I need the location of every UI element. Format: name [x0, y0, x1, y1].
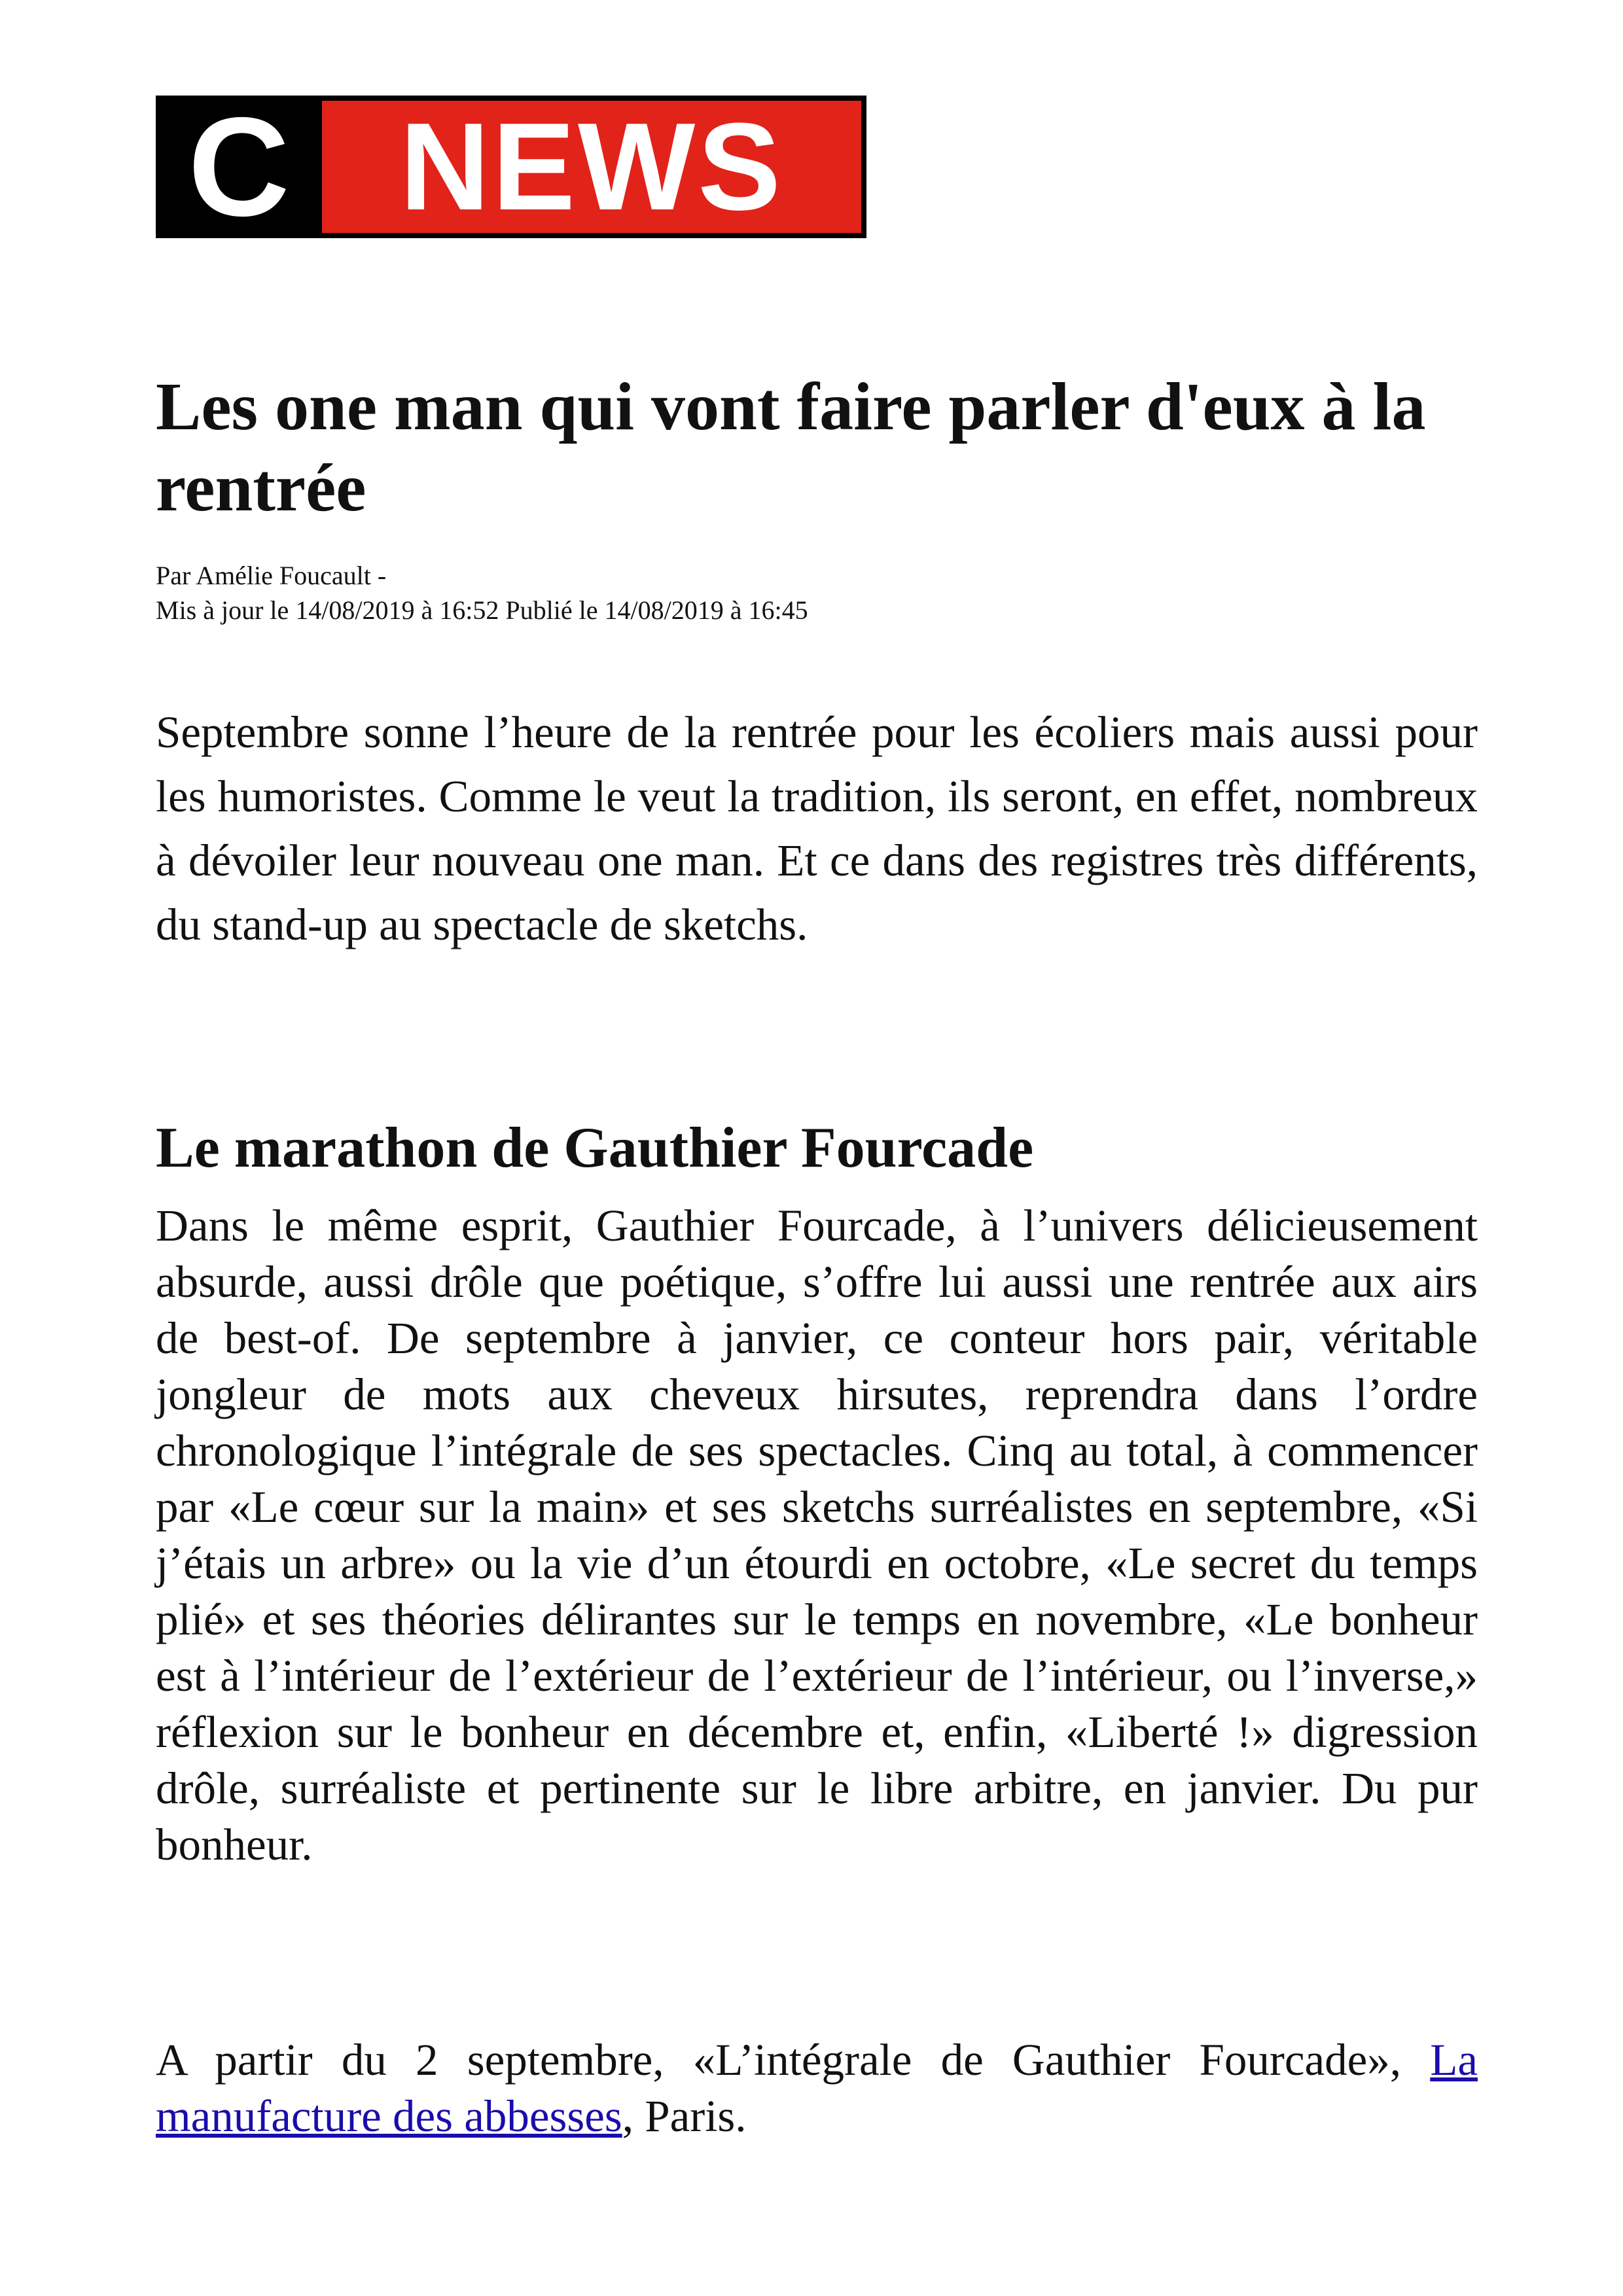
footer-prefix: A partir du 2 septembre, «L’intégrale de Gauthier Fourcade», — [156, 2035, 1402, 2085]
cnews-logo — [156, 88, 866, 245]
article-dates: Mis à jour le 14/08/2019 à 16:52 Publié le 14/08/2019 à 16:45 — [156, 595, 808, 625]
article-lead: Septembre sonne l’heure de la rentrée pour les écoliers mais aussi pour les humoristes. Comme le veut la tradition, ils seront, en effet, nombreux à dévoiler leur nouveau one man. Et ce dans des registres très différents, du stand-up au spectacle de sketchs. — [156, 707, 1478, 949]
section-heading: Le marathon de Gauthier Fourcade — [156, 1116, 1034, 1180]
article-body: Dans le même esprit, Gauthier Fourcade, à l’univers délicieusement absurde, aussi drôle que poétique, s’offre lui aussi une rentrée aux airs de best-of. De septembre à janvier, ce conteur hors pair, véritable jongleur de mots aux cheveux hirsutes, reprendra dans l’ordre chronologique l’intégrale de ses spectacles. Cinq au total, à commencer par «Le cœur sur la main» et ses sketchs surréalistes en septembre, «Si j’étais un arbre» ou la vie d’un étourdi en octobre, «Le secret du temps plié» et ses théories délirantes sur le temps en novembre, «Le bonheur est à l’intérieur de l’extérieur de l’extérieur de l’intérieur, ou l’inverse,» réflexion sur le bonheur en décembre et, enfin, «Liberté !» digression drôle, surréaliste et pertinente sur le libre arbitre, en janvier. Du pur bonheur. — [156, 1201, 1478, 1869]
footer-suffix: , Paris. — [622, 2091, 747, 2141]
article-byline: Par Amélie Foucault - — [156, 561, 387, 590]
article-title: Les one man qui vont faire parler d'eux à la rentrée — [156, 369, 1426, 525]
venue-link[interactable]: La manufacture des abbesses — [156, 2035, 1478, 2141]
logo-news-block: NEWS — [322, 96, 866, 238]
logo-c-block: C — [156, 96, 322, 238]
article-footer — [156, 2032, 1478, 2144]
